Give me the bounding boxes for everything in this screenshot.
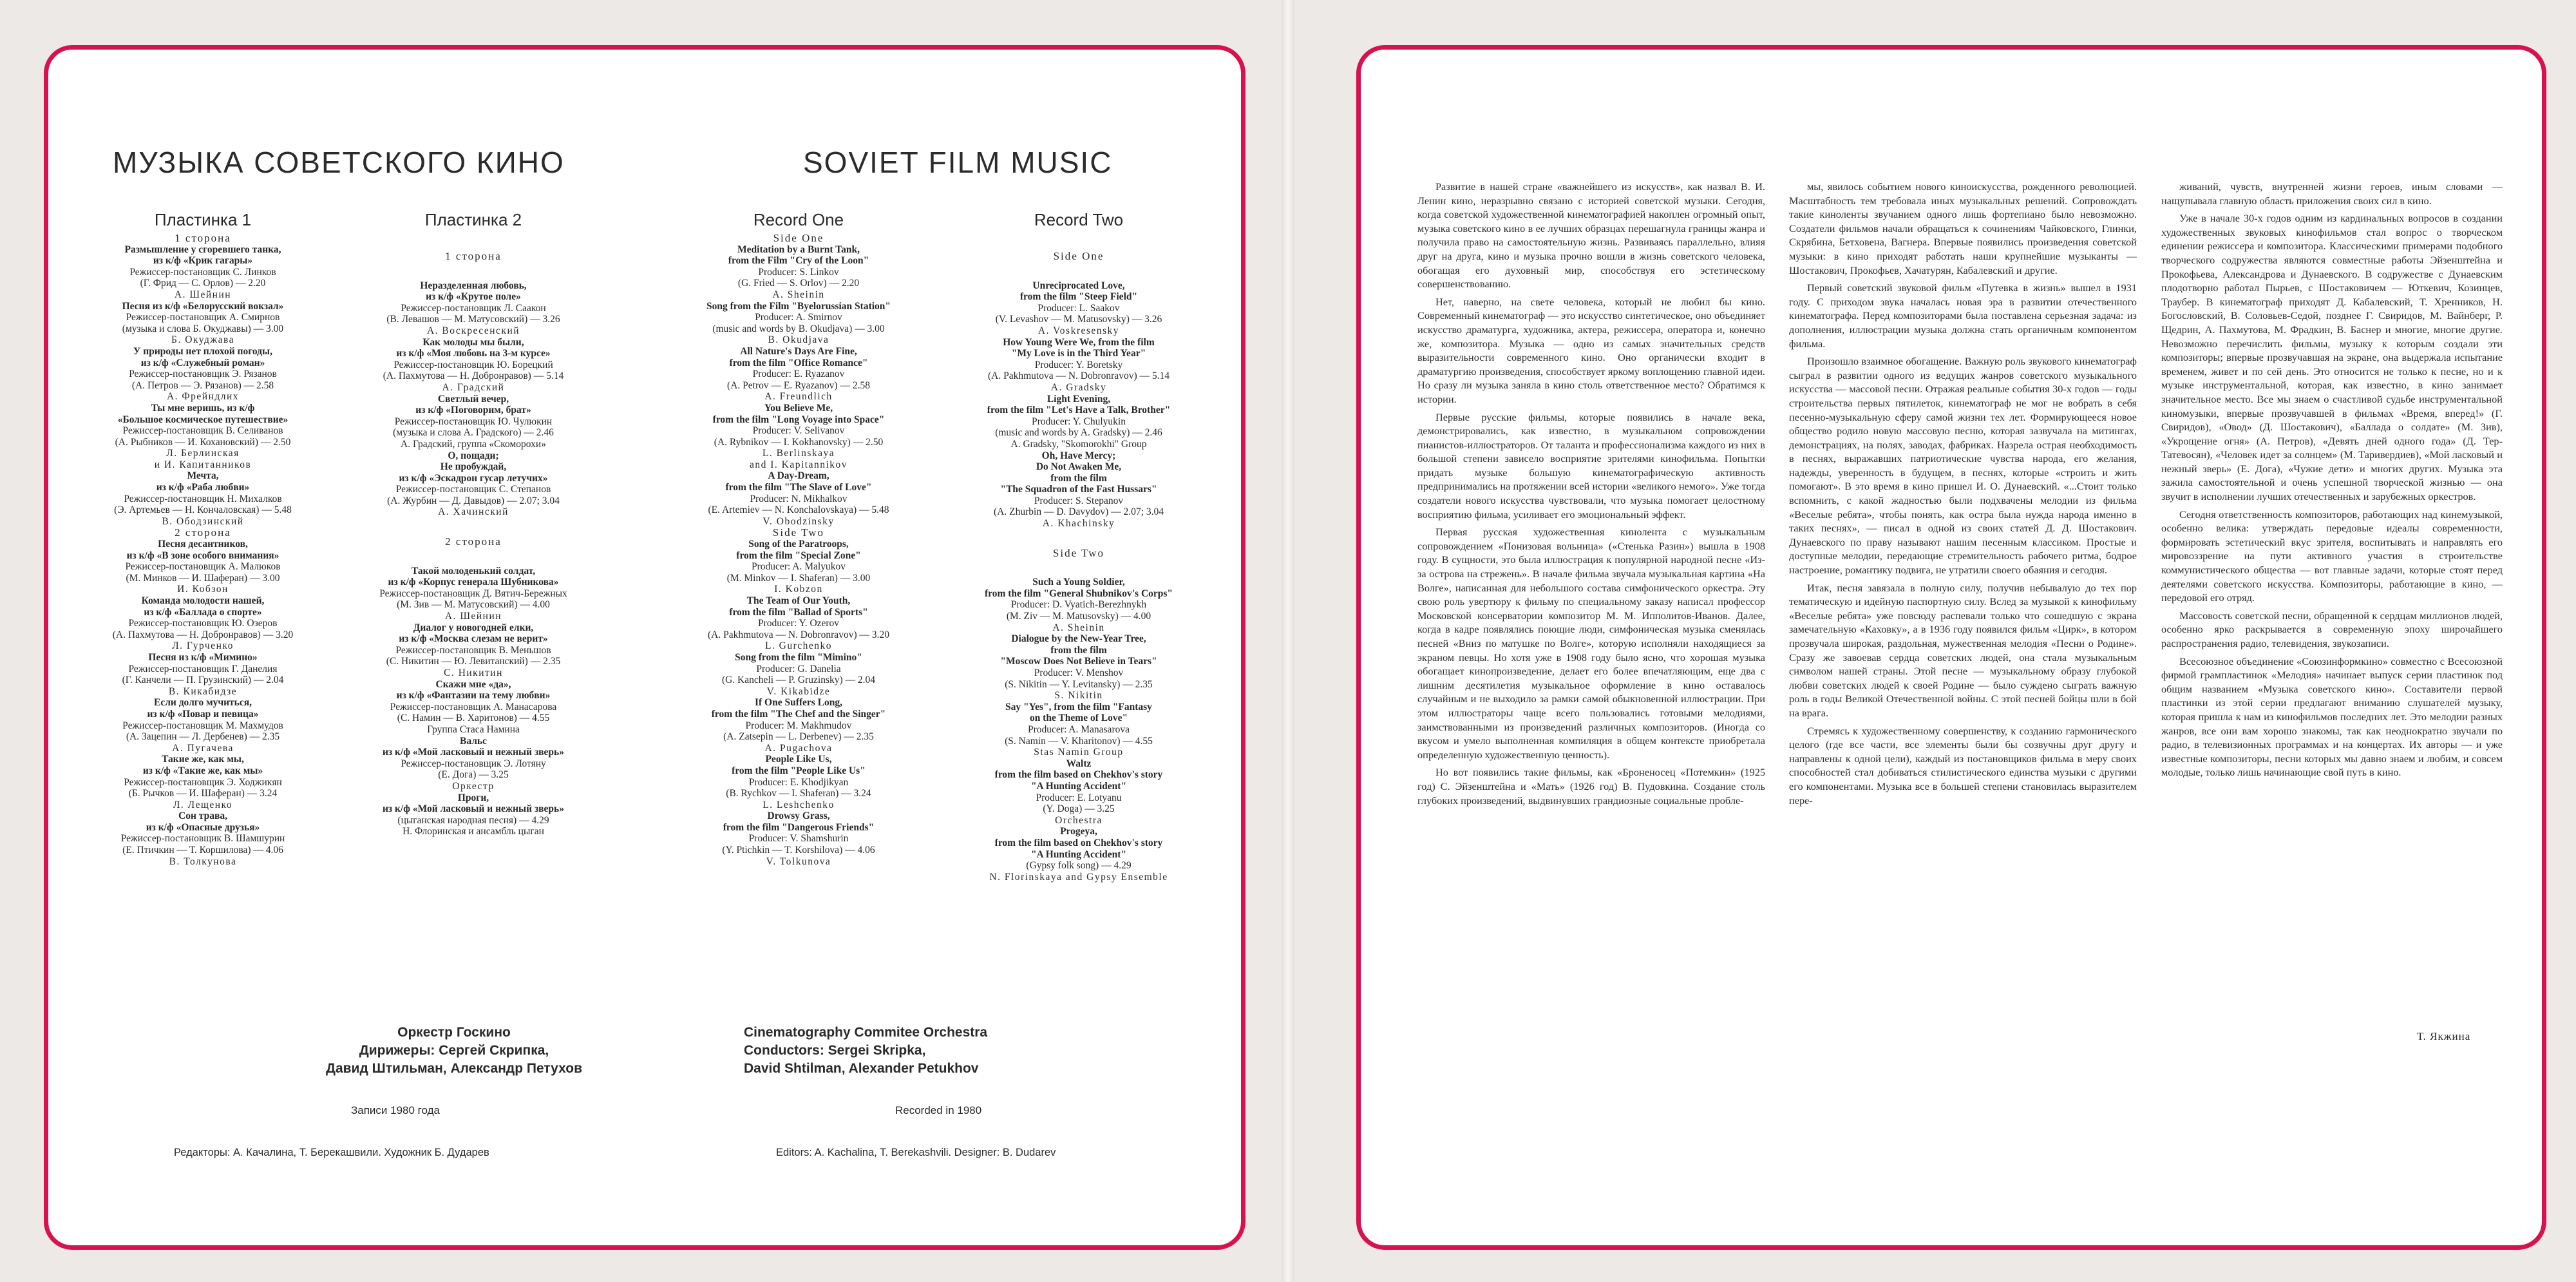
spacer (940, 233, 1217, 251)
track-line: Режиссер-постановщик Д. Вятич-Бережных (379, 588, 567, 599)
spacer (940, 530, 1217, 548)
track-line: Скажи мне «да», (435, 678, 511, 690)
essay-paragraph: Всесоюзное объединение «Союзинформкино» совместно с Всесоюзной фирмой грампластинок «Мелодия» начинает выпуск серии пластинок под общим названием «Музыка советского кино». Составители первой пластинки из этой серии предлагают вниманию слушателей музыку, которая пришла к нам из кинофильмов последних лет. Это мелодии разных жанров, все они вам хорошо знакомы, так как неоднократно звучали по радио, в телевизионных программах и на концертах. Их авторы — и уже известные композиторы, песни которых мы давно знаем и любим, и совсем молодые, только лишь начинающие свой путь в кино. (2161, 655, 2503, 779)
track-line: L. Leshchenko (762, 799, 835, 810)
track-line: А. Пугачева (172, 742, 234, 754)
ru-record-one-title: Пластинка 1 (154, 210, 252, 229)
en-orchestra-credits (744, 1024, 1104, 1078)
track-line: Song of the Paratroops, (748, 539, 849, 550)
track-line: Неразделенная любовь, (420, 280, 527, 291)
track-line: Producer: N. Mikhalkov (750, 493, 848, 504)
track-line: A. Sheinin (772, 289, 825, 300)
track-line: (А. Журбин — Д. Давыдов) — 2.07; 3.04 (387, 495, 560, 506)
track-line: О, пощади; (448, 450, 499, 461)
track-line: from the film "Steep Field" (1019, 291, 1138, 303)
track-line: (music and words by B. Okudjava) — 3.00 (712, 323, 885, 334)
ru-orchestra-line: Оркестр Госкино (397, 1025, 511, 1040)
track-line: из к/ф «Крик гагары» (153, 255, 253, 267)
essay-paragraph: Первый советский звуковой фильм «Путевка в жизнь» вышел в 1931 году. С приходом звука началась новая эра в развитии отечественного кинематографа. Перед композиторами была поставлена серьезная задача: из дополнения, иллюстрации музыка должна стать органичным компонентом фильма. (1789, 282, 2137, 350)
track-line: (музыка и слова Б. Окуджавы) — 3.00 (122, 323, 284, 334)
track-line: Producer: L. Saakov (1037, 302, 1120, 314)
ru-orchestra-line: Давид Штильман, Александр Петухов (325, 1061, 583, 1076)
left-sheet (0, 0, 1282, 1282)
spacer (341, 262, 605, 280)
en-record-one-tracks (667, 233, 931, 867)
track-line: А. Шейнин (444, 611, 502, 622)
track-line: Say "Yes", from the film "Fantasy (1005, 701, 1152, 713)
track-line: "The Squadron of the Fast Hussars" (1000, 484, 1157, 495)
track-line: All Nature's Days Are Fine, (740, 345, 857, 357)
track-line: (V. Levashov — M. Matusovsky) — 3.26 (995, 314, 1162, 325)
track-line: and I. Kapitannikov (749, 459, 848, 470)
ru-orchestra-credits (274, 1024, 634, 1078)
track-line: (S. Nikitin — Y. Levitansky) — 2.35 (1005, 678, 1153, 690)
track-line: из к/ф «Поговорим, брат» (415, 405, 531, 416)
track-line: A. Pugachova (764, 742, 833, 754)
track-line: (A. Zatsepin — L. Derbenev) — 2.35 (723, 731, 874, 743)
track-line: "Moscow Does Not Believe in Tears" (1000, 656, 1157, 667)
track-line: Режиссер-постановщик А. Смирнов (126, 312, 280, 323)
track-line: The Team of Our Youth, (746, 595, 851, 606)
track-line: (A. Zhurbin — D. Davydov) — 2.07; 3.04 (994, 506, 1164, 518)
track-line: Режиссер-постановщик В. Селиванов (122, 425, 283, 437)
track-line: A. Gradsky (1050, 381, 1107, 393)
side-heading: Side One (1053, 250, 1104, 262)
track-line: И. Кобзон (177, 584, 229, 595)
track-line: (Е. Дога) — 3.25 (438, 769, 509, 781)
track-line: (M. Minkov — I. Shaferan) — 3.00 (726, 572, 871, 584)
side-heading: Side Two (772, 526, 825, 539)
track-line: из к/ф «Мой ласковый и нежный зверь» (382, 803, 565, 815)
track-line: Режиссер-постановщик В. Шамшурин (120, 833, 285, 845)
track-line: А. Воскресенский (426, 325, 520, 336)
track-line: Диалог у новогодней елки, (413, 622, 534, 633)
track-line: из к/ф «Моя любовь на 3-м курсе» (396, 348, 551, 359)
track-line: А. Шейнин (174, 289, 232, 300)
en-orchestra-line: David Shtilman, Alexander Petukhov (744, 1061, 979, 1076)
track-line: from the film "Ballad of Sports" (729, 606, 868, 618)
track-line: (М. Зив — М. Матусовский) — 4.00 (397, 599, 550, 611)
track-line: (А. Пахмутова — Н. Добронравов) — 3.20 (112, 629, 294, 640)
track-line: from the film "Long Voyage into Space" (712, 414, 885, 425)
track-line: Orchestra (1055, 814, 1103, 826)
track-line: Режиссер-постановщик Ю. Борецкий (393, 359, 553, 370)
track-line: из к/ф «Мой ласковый и нежный зверь» (382, 747, 565, 758)
track-line: Группа Стаса Намина (427, 723, 520, 735)
track-line: A Day-Dream, (768, 470, 829, 482)
essay-paragraph: Массовость советской песни, обращенной к сердцам миллионов людей, особенно ярко раскрывается в современную эпоху широчайшего распространения радио, телевидения, звукозаписи. (2161, 609, 2503, 649)
track-line: Producer: A. Malyukov (752, 561, 846, 573)
ru-record-one (74, 211, 332, 867)
track-line: from the film (1050, 644, 1107, 656)
track-line: Режиссер-постановщик Ю. Озеров (128, 618, 278, 629)
track-line: Оркестр (452, 780, 495, 792)
ru-record-two (341, 211, 605, 837)
essay-paragraph: Сегодня ответственность композиторов, работающих над кинемузыкой, особенно велика: утверждать передовые идеалы современности, формировать эстетический вкус зрителя, воспитывать и направлять его мировоззрение на пути активного участия в строительстве коммунистического общества — вот главные задачи, которые стоят перед деятелями советского искусства. Композиторы, работающие в кино, — передовой его отряд. (2161, 508, 2503, 604)
track-line: A. Sheinin (1052, 622, 1105, 633)
essay-paragraph: Первые русские фильмы, которые появились в начале века, демонстрировались, как известно, в музыкальном сопровождении пианистов-иллюстраторов. От таланта и профессионализма каждого из них в большой степени зависело восприятие зрителями кинофильма. Попытки придать музыке большую кинематографическую активность предпринимались на протяжении всей истории «великого немого». Уже тогда создатели нового искусства чувствовали, что музыка помогает целостному восприятию фильма, усиливает его эмоциональный эффект. (1417, 410, 1765, 521)
track-line: Н. Флоринская и ансамбль цыган (402, 826, 544, 837)
track-line: Drowsy Grass, (767, 810, 830, 822)
en-record-one (667, 211, 931, 867)
track-line: from the film "People Like Us" (732, 765, 866, 776)
track-line: S. Nikitin (1054, 690, 1103, 702)
track-line: А. Градский, группа «Скоморохи» (401, 438, 546, 450)
en-record-two-title: Record Two (1034, 210, 1124, 229)
track-line: (цыганская народная песня) — 4.29 (397, 814, 549, 826)
en-record-two (940, 211, 1217, 883)
track-line: Producer: D. Vyatich-Berezhnykh (1010, 599, 1147, 611)
title-en: SOVIET FILM MUSIC (803, 146, 1113, 179)
track-line: B. Okudjava (768, 334, 829, 346)
track-line: Проги, (457, 792, 489, 803)
track-line: Если долго мучиться, (153, 697, 252, 709)
track-line: Режиссер-постановщик Э. Лотяну (401, 758, 546, 769)
track-line: (С. Намин — В. Харитонов) — 4.55 (397, 713, 550, 724)
track-line: из к/ф «Баллада о спорте» (144, 606, 262, 618)
title-ru: МУЗЫКА СОВЕТСКОГО КИНО (113, 146, 565, 179)
track-line: (A. Rybnikov — I. Kokhanovsky) — 2.50 (714, 436, 884, 448)
spacer (940, 262, 1217, 280)
track-line: Сон трава, (178, 810, 227, 822)
ru-record-one-tracks (74, 233, 332, 867)
side-heading: Side Two (1052, 546, 1105, 559)
track-line: (A. Petrov — E. Ryazanov) — 2.58 (727, 379, 870, 391)
track-line: Producer: Y. Boretsky (1034, 359, 1123, 370)
track-line: (А. Рыбников — И. Кохановский) — 2.50 (115, 436, 291, 448)
essay-column-3 (2161, 180, 2503, 783)
track-line: Producer: S. Linkov (758, 266, 839, 278)
essay-paragraph: Первая русская художественная кинолента с музыкальным сопровождением «Понизовая вольница» («Стенька Разин») вышла в 1908 году. В сущности, это была иллюстрация к популярной народной песне «Из-за острова на стрежень». В начале фильма звучала музыкальная картина «На Волге», написанная для небольшого состава симфонического оркестра. Эту свою роль увертюру к фильму по специальному заказу написал профессор Московской консерватории композитор М. М. Ипполитов-Иванов. Далее, когда в кадре появлялись поющие люди, симфоническая музыка сменялась песней «Вниз по матушке по Волге», которую исполняли находящиеся за экраном певцы. Но хотя уже в 1908 году было ясно, что хорошая музыка обогащает кинопроизведение, делает его более впечатляющим, еще два с лишним десятилетия музыкальное оформление в кино оставалось случайным и не выходило за рамки самой обыкновенной иллюстрации. При этом иллюстраторы чаще всего пользовались готовыми мелодиями, заимствованными из произведений различных композиторов. (Иногда со вкусом и умело выполненная компиляция в общем контексте приобретала определенную художественную ценность). (1417, 526, 1765, 761)
track-line: С. Никитин (444, 667, 503, 678)
track-line: (М. Минков — И. Шаферан) — 3.00 (126, 572, 280, 584)
spacer (341, 518, 605, 536)
track-line: Such a Young Soldier, (1032, 577, 1125, 588)
track-line: Не пробуждай, (440, 461, 507, 473)
track-line: В. Толкунова (169, 856, 237, 867)
track-line: Oh, Have Mercy; (1041, 450, 1116, 461)
track-line: Режиссер-постановщик Н. Михалков (124, 493, 282, 504)
essay-signature: Т. Якжина (2417, 1030, 2471, 1042)
track-line: V. Obodzinsky (762, 515, 835, 527)
track-line: из к/ф «Раба любви» (156, 482, 250, 493)
track-line: from the film based on Chekhov's story (994, 837, 1163, 848)
track-line: Режиссер-постановщик Э. Рязанов (129, 368, 277, 380)
track-line: Meditation by a Burnt Tank, (737, 244, 860, 255)
essay-paragraph: Развитие в нашей стране «важнейшего из искусств», как назвал В. И. Ленин кино, неразрывно связано с историей советской музыки. Сегодня, когда советской художественной кинематографией накоплен огромный опыт, музыка советского кино в ее лучших образцах перешагнула границы жанра и получила право на самостоятельную жизнь. Развиваясь параллельно, влияя друг на друга, кино и музыка прочно вошли в жизнь советского человека, обогащая его духовный мир, способствуя его эстетическому совершенствованию. (1417, 180, 1765, 291)
track-line: Producer: S. Stepanov (1034, 495, 1124, 506)
track-line: Мечта, (187, 470, 219, 482)
track-line: Do Not Awaken Me, (1036, 461, 1122, 473)
track-line: You Believe Me, (764, 402, 833, 414)
left-panel (44, 45, 1245, 1250)
track-line: из к/ф «Крутое поле» (426, 291, 521, 303)
en-record-two-tracks (940, 233, 1217, 883)
essay-paragraph: Нет, наверно, на свете человека, который не любил бы кино. Современный кинематограф — это искусство синтетическое, оно объединяет искусство драматурга, художника, актера, режиссера, оператора и, конечно же, композитора. Музыка — одно из самых значительных средств выразительности современного кино. Оно органически входит в драматургию произведения, способствует яркому воплощению главной идеи. Но сразу ли музыка заняла в кино столь ответственное место? Обратимся к истории. (1417, 295, 1765, 405)
track-line: (A. Pakhmutova — N. Dobronravov) — 3.20 (708, 629, 889, 640)
track-line: Такой молоденький солдат, (411, 565, 536, 577)
essay-paragraph: Уже в начале 30-х годов одним из кардинальных вопросов в создании художественных звуковых кинофильмов стал вопрос о творческом единении режиссера и композитора. Классическими примерами подобного творческого содружества являются совместные работы Эйзенштейна и Прокофьева, Александрова и Дунаевского. В содружестве с Дунаевским плодотворно работал Пырьев, с Шостаковичем — Юткевич, Козинцев, Траубер. В кинематограф приходят Д. Кабалевский, Т. Хренников, Н. Богословский, В. Соловьев-Седой, позднее Г. Свиридов, М. Вайнберг, Р. Щедрин, А. Пахмутова, М. Фрадкин, В. Баснер и многие, многие другие. Невозможно перечислить фильмы, музыку к которым создали эти композиторы; впервые прозвучавшая на экране, она выдержала испытание временем, живет и по сей день. Это относится не только к песне, но и к музыке инструментальной, которая, как известно, в кино занимает значительное место. Все мы знаем о счастливой судьбе инструментальной киномузыки, впервые прозвучавшей в фильмах «Время, вперед!» (Г. Свиридов), «Овод» (Д. Шостакович), «Баллада о солдате» (М. Зив), «Укрощение огня» (А. Петров), «Девять дней одного года» (Д. Тер-Татевосян), «Человек идет за солнцем» (М. Таривердиев), «Мой ласковый и нежный зверь» (Е. Дога), «Чужие дети» и многих других. Музыка эта зажила самостоятельной и очень успешной творческой жизнью — она звучит в исполнении лучших отечественных и зарубежных оркестров. (2161, 212, 2503, 503)
track-line: Режиссер-постановщик Л. Саакон (401, 302, 546, 314)
track-line: from the Film "Cry of the Loon" (728, 255, 869, 267)
track-line: Б. Окуджава (171, 334, 234, 346)
track-line: (S. Namin — V. Kharitonov) — 4.55 (1005, 735, 1153, 747)
track-line: Producer: V. Selivanov (752, 425, 845, 437)
track-line: Режиссер-постановщик Ю. Чулюкин (394, 416, 553, 427)
track-line: from the film "Office Romance" (729, 357, 868, 368)
track-line: Песня десантников, (158, 539, 248, 550)
track-line: N. Florinskaya and Gypsy Ensemble (989, 871, 1168, 883)
track-line: Размышление у сгоревшего танка, (124, 244, 281, 255)
track-line: (Б. Рычков — И. Шаферан) — 3.24 (128, 788, 278, 799)
track-line: В. Ободзинский (162, 515, 244, 527)
track-line: Producer: A. Smirnov (755, 312, 842, 323)
sleeve-fold (1282, 0, 1294, 1282)
track-line: А. Градский (442, 381, 505, 393)
ru-record-two-title: Пластинка 2 (424, 210, 522, 229)
track-line: from the film (1050, 472, 1107, 484)
track-line: Producer: V. Menshov (1034, 667, 1124, 678)
track-line: Song from the film "Mimino" (735, 651, 862, 663)
track-line: from the film "Dangerous Friends" (723, 821, 875, 833)
track-line: Режиссер-постановщик А. Малюков (125, 561, 281, 573)
track-line: Л. Берлинская (166, 448, 240, 459)
track-line: Producer: E. Ryazanov (752, 368, 845, 380)
side-heading: Side One (773, 232, 824, 244)
track-line: (M. Ziv — M. Matusovsky) — 4.00 (1006, 611, 1151, 622)
track-line: (А. Пахмутова — Н. Добронравов) — 5.14 (383, 370, 564, 382)
track-line: из к/ф «Фантазии на тему любви» (396, 690, 551, 702)
track-line: из к/ф «Опасные друзья» (146, 821, 260, 833)
essay-paragraph: живаний, чувств, внутренней жизни героев, иным словами — нащупывала главную область приложения своих сил в кино. (2161, 180, 2503, 207)
track-line: А. Хачинский (438, 506, 509, 518)
track-line: из к/ф «Такие же, как мы» (142, 765, 263, 776)
track-line: Светлый вечер, (437, 393, 509, 405)
track-line: Producer: E. Lotyanu (1036, 792, 1122, 803)
track-line: Вальс (460, 735, 487, 747)
en-editors: Editors: A. Kachalina, T. Berekashvili. Designer: B. Dudarev (776, 1147, 1056, 1158)
en-recorded-year: Recorded in 1980 (895, 1104, 982, 1116)
track-line: Waltz (1066, 758, 1092, 769)
essay-column-1 (1417, 180, 1765, 811)
track-line: Режиссер-постановщик А. Манасарова (390, 701, 557, 713)
track-line: (E. Artemiev — N. Konchalovskaya) — 5.48 (708, 504, 889, 516)
track-line: (А. Зацепин — Л. Дербенев) — 2.35 (126, 731, 280, 743)
track-line: из к/ф «Корпус генерала Шубникова» (388, 577, 559, 588)
track-line: V. Kikabidze (766, 685, 831, 697)
essay-paragraph: Но вот появились такие фильмы, как «Броненосец «Потемкин» (1925 год) С. Эйзенштейна и «Мать» (1926 год) В. Пудовкина. Создание столь глубоких произведений, выдвинувших грандиозные социальные пробле- (1417, 766, 1765, 807)
track-line: (С. Никитин — Ю. Левитанский) — 2.35 (386, 656, 561, 667)
right-panel (1356, 45, 2546, 1250)
track-line: If One Suffers Long, (754, 697, 843, 709)
track-line: Producer: G. Danelia (756, 663, 841, 674)
track-line: (В. Левашов — М. Матусовский) — 3.26 (386, 314, 560, 325)
essay-column-2 (1789, 180, 2137, 811)
track-line: from the film "General Shubnikov's Corps" (984, 588, 1173, 599)
essay-paragraph: Произошло взаимное обогащение. Важную роль звукового кинематограф сыграл в развитии одного из ведущих жанров советского музыкального искусства — массовой песни. Отражая реальные события 30-х годов — годы строительства первых пятилеток, кинематограф не мог не вобрать в себя песенно-музыкальную сферу самой жизни тех лет. Формирующееся новое общество родило новую массовую песню, которая зазвучала на митингах, демонстрациях, на полях, заводах, фабриках. Назрела острая необходимость в песнях, выражавших патриотические чувства народа, его желания, надежды, уверенность в будущем, в песнях, которые «строить и жить помогают». В это время в кино пришел И. О. Дунаевский. «...Стоит только вспомнить, с какой жадностью были подхвачены мелодии из фильма «Веселые ребята», чтобы понять, как остра была нужда народа именно в таких песнях», — писал в одной из своих статей Д. Д. Шостакович. Дунаевского по праву называют нашим песенным классиком. Простые и доступные мелодии, передающие стремительность рабочего ритма, бодрое настроение, романтику подвига, не утратили своего обаяния и сегодня. (1789, 355, 2137, 577)
side-heading: 1 сторона (445, 250, 502, 262)
track-line: (A. Pakhmutova — N. Dobronravov) — 5.14 (988, 370, 1170, 382)
track-line: A. Voskresensky (1037, 325, 1120, 336)
side-heading: 2 сторона (175, 526, 231, 539)
ru-editors: Редакторы: А. Качалина, Т. Берекашвили. Художник Б. Дударев (174, 1147, 489, 1158)
track-line: V. Tolkunova (766, 856, 831, 867)
right-sheet (1294, 0, 2576, 1282)
en-orchestra-line: Conductors: Sergei Skripka, (744, 1043, 926, 1058)
track-line: Как молоды мы были, (422, 336, 524, 348)
track-line: (Y. Ptichkin — T. Korshilova) — 4.06 (722, 845, 875, 856)
track-line: from the film "Let's Have a Talk, Brother" (987, 405, 1171, 416)
en-orchestra-line: Cinematography Commitee Orchestra (744, 1025, 988, 1040)
essay-paragraph: Стремясь к художественному совершенству, к созданию гармонического целого (где все части, все элементы были бы созвучны друг другу и направлены к одной цели), каждый из постановщиков фильма в меру своих способностей стал добиваться стилистического единства музыки с другими его компонентами. Музыка все в большей степени становилась выразителем пере- (1789, 724, 2137, 807)
track-line: Песня из к/ф «Белорусский вокзал» (122, 300, 284, 312)
track-line: из к/ф «Повар и певица» (147, 708, 259, 720)
track-line: (Y. Doga) — 3.25 (1043, 803, 1115, 815)
track-line: Режиссер-постановщик С. Линков (129, 266, 276, 278)
track-line: Producer: V. Shamshurin (748, 833, 849, 845)
track-line: A. Freundlich (764, 391, 833, 403)
track-line: (music and words by A. Gradsky) — 2.46 (995, 427, 1162, 439)
track-line: on the Theme of Love" (1029, 713, 1128, 724)
essay-paragraph: мы, явилось событием нового киноискусства, рожденного революцией. Масштабность тем требовала иных музыкальных решений. Сопровождать такие киноленты звучанием одного лишь фортепиано было невозможно. Создатели фильмов начали обращаться к сочинениям Чайковского, Глинки, Скрябина, Бетховена, Вагнера. Впервые появились произведения советской музыки: в кино приходят работать наши крупнейшие музыканты — Шостакович, Прокофьев, Хачатурян, Кабалевский и другие. (1789, 180, 2137, 276)
track-line: (Г. Фрид — С. Орлов) — 2.20 (140, 278, 266, 289)
essay-paragraph: Итак, песня завязала в полную силу, получив небывалую до тех пор тематическую и идейную паспортную силу. Вслед за музыкой к кинофильму «Веселые ребята» уже повсюду распевали только что сошедшую с экрана замечательную «Каховку», а в 1936 году появился фильм «Цирк», в котором прозвучала широкая, раздольная, мужественная мелодия «Песни о Родине». Сразу же завоевав сердца советских людей, она стала музыкальным символом нашей страны. Этой песне — музыкальному образу глубокой любви советских людей к своей Родине — было суждено сыграть важную роль в годы Великой Отечественной войны. С этой песней бойцы шли в бой на врага. (1789, 581, 2137, 719)
ru-orchestra-line: Дирижеры: Сергей Скрипка, (359, 1043, 549, 1058)
track-line: (А. Петров — Э. Рязанов) — 2.58 (131, 379, 274, 391)
track-line: Song from the Film "Byelorussian Station" (706, 300, 891, 312)
track-line: Л. Гурченко (172, 640, 234, 652)
track-line: Unreciprocated Love, (1032, 280, 1125, 291)
spacer (341, 233, 605, 251)
track-line: (Г. Канчели — П. Грузинский) — 2.04 (122, 674, 284, 686)
track-line: from the film "The Slave of Love" (725, 482, 872, 493)
track-line: Producer: E. Khodjikyan (748, 776, 849, 788)
track-line: from the film based on Chekhov's story (994, 769, 1163, 781)
track-line: Stas Namin Group (1034, 747, 1124, 758)
track-line: A. Khachinsky (1042, 518, 1115, 530)
track-line: Такие же, как мы, (162, 754, 244, 765)
track-line: (музыка и слова А. Градского) — 2.46 (393, 427, 554, 439)
track-line: Команда молодости нашей, (141, 595, 265, 606)
track-line: Light Evening, (1046, 393, 1111, 405)
track-line: Режиссер-постановщик М. Махмудов (122, 720, 283, 731)
track-line: из к/ф «В зоне особого внимания» (126, 550, 279, 561)
track-line: from the film "Special Zone" (736, 550, 861, 561)
track-line: В. Кикабидзе (168, 685, 238, 697)
track-line: Producer: Y. Chulyukin (1032, 416, 1126, 427)
track-line: L. Gurchenko (764, 640, 833, 652)
track-line: Producer: Y. Ozerov (757, 618, 840, 629)
track-line: How Young Were We, from the film (1003, 336, 1155, 348)
track-line: "My Love is in the Third Year" (1011, 348, 1146, 359)
track-line: Режиссер-постановщик С. Степанов (395, 484, 551, 495)
track-line: А. Фрейндлих (166, 391, 240, 403)
track-line: from the film "The Chef and the Singer" (711, 708, 886, 720)
spacer (940, 559, 1217, 577)
track-line: из к/ф «Служебный роман» (140, 357, 265, 368)
en-record-one-title: Record One (753, 210, 844, 229)
track-line: (G. Kancheli — P. Gruzinsky) — 2.04 (721, 674, 876, 686)
track-line: People Like Us, (765, 754, 832, 765)
track-line: Режиссер-постановщик Г. Данелия (128, 663, 278, 674)
track-line: и И. Капитанников (154, 459, 252, 470)
track-line: A. Gradsky, "Skomorokhi" Group (1010, 438, 1147, 450)
track-line: (G. Fried — S. Orlov) — 2.20 (737, 278, 860, 289)
track-line: Producer: A. Manasarova (1028, 723, 1130, 735)
track-line: "A Hunting Accident" (1030, 780, 1127, 792)
track-line: (Gypsy folk song) — 4.29 (1026, 860, 1132, 872)
track-line: Producer: M. Makhmudov (745, 720, 852, 731)
track-line: I. Kobzon (774, 584, 823, 595)
track-line: Dialogue by the New-Year Tree, (1011, 633, 1146, 645)
track-line: «Большое космическое путешествие» (117, 414, 289, 425)
track-line: (B. Rychkov — I. Shaferan) — 3.24 (726, 788, 871, 799)
track-line: (Э. Артемьев — Н. Кончаловская) — 5.48 (114, 504, 292, 516)
ru-recorded-year: Записи 1980 года (351, 1104, 440, 1116)
track-line: "A Hunting Accident" (1030, 848, 1127, 860)
track-line: У природы нет плохой погоды, (133, 345, 272, 357)
track-line: (Е. Птичкин — Т. Коршилова) — 4.06 (122, 845, 283, 856)
track-line: Режиссер-постановщик Э. Ходжикян (124, 776, 282, 788)
ru-record-two-tracks (341, 233, 605, 837)
side-heading: 2 сторона (445, 535, 502, 548)
track-line: из к/ф «Москва слезам не верит» (399, 633, 548, 645)
track-line: Progeya, (1060, 826, 1097, 837)
track-line: Ты мне веришь, из к/ф (151, 402, 255, 414)
side-heading: 1 сторона (175, 232, 231, 244)
track-line: Л. Лещенко (173, 799, 233, 810)
track-line: из к/ф «Эскадрон гусар летучих» (399, 472, 548, 484)
track-line: Режиссер-постановщик В. Меньшов (395, 644, 551, 656)
spacer (341, 548, 605, 566)
track-line: L. Berlinskaya (762, 448, 835, 459)
track-line: Песня из к/ф «Мимино» (148, 651, 258, 663)
